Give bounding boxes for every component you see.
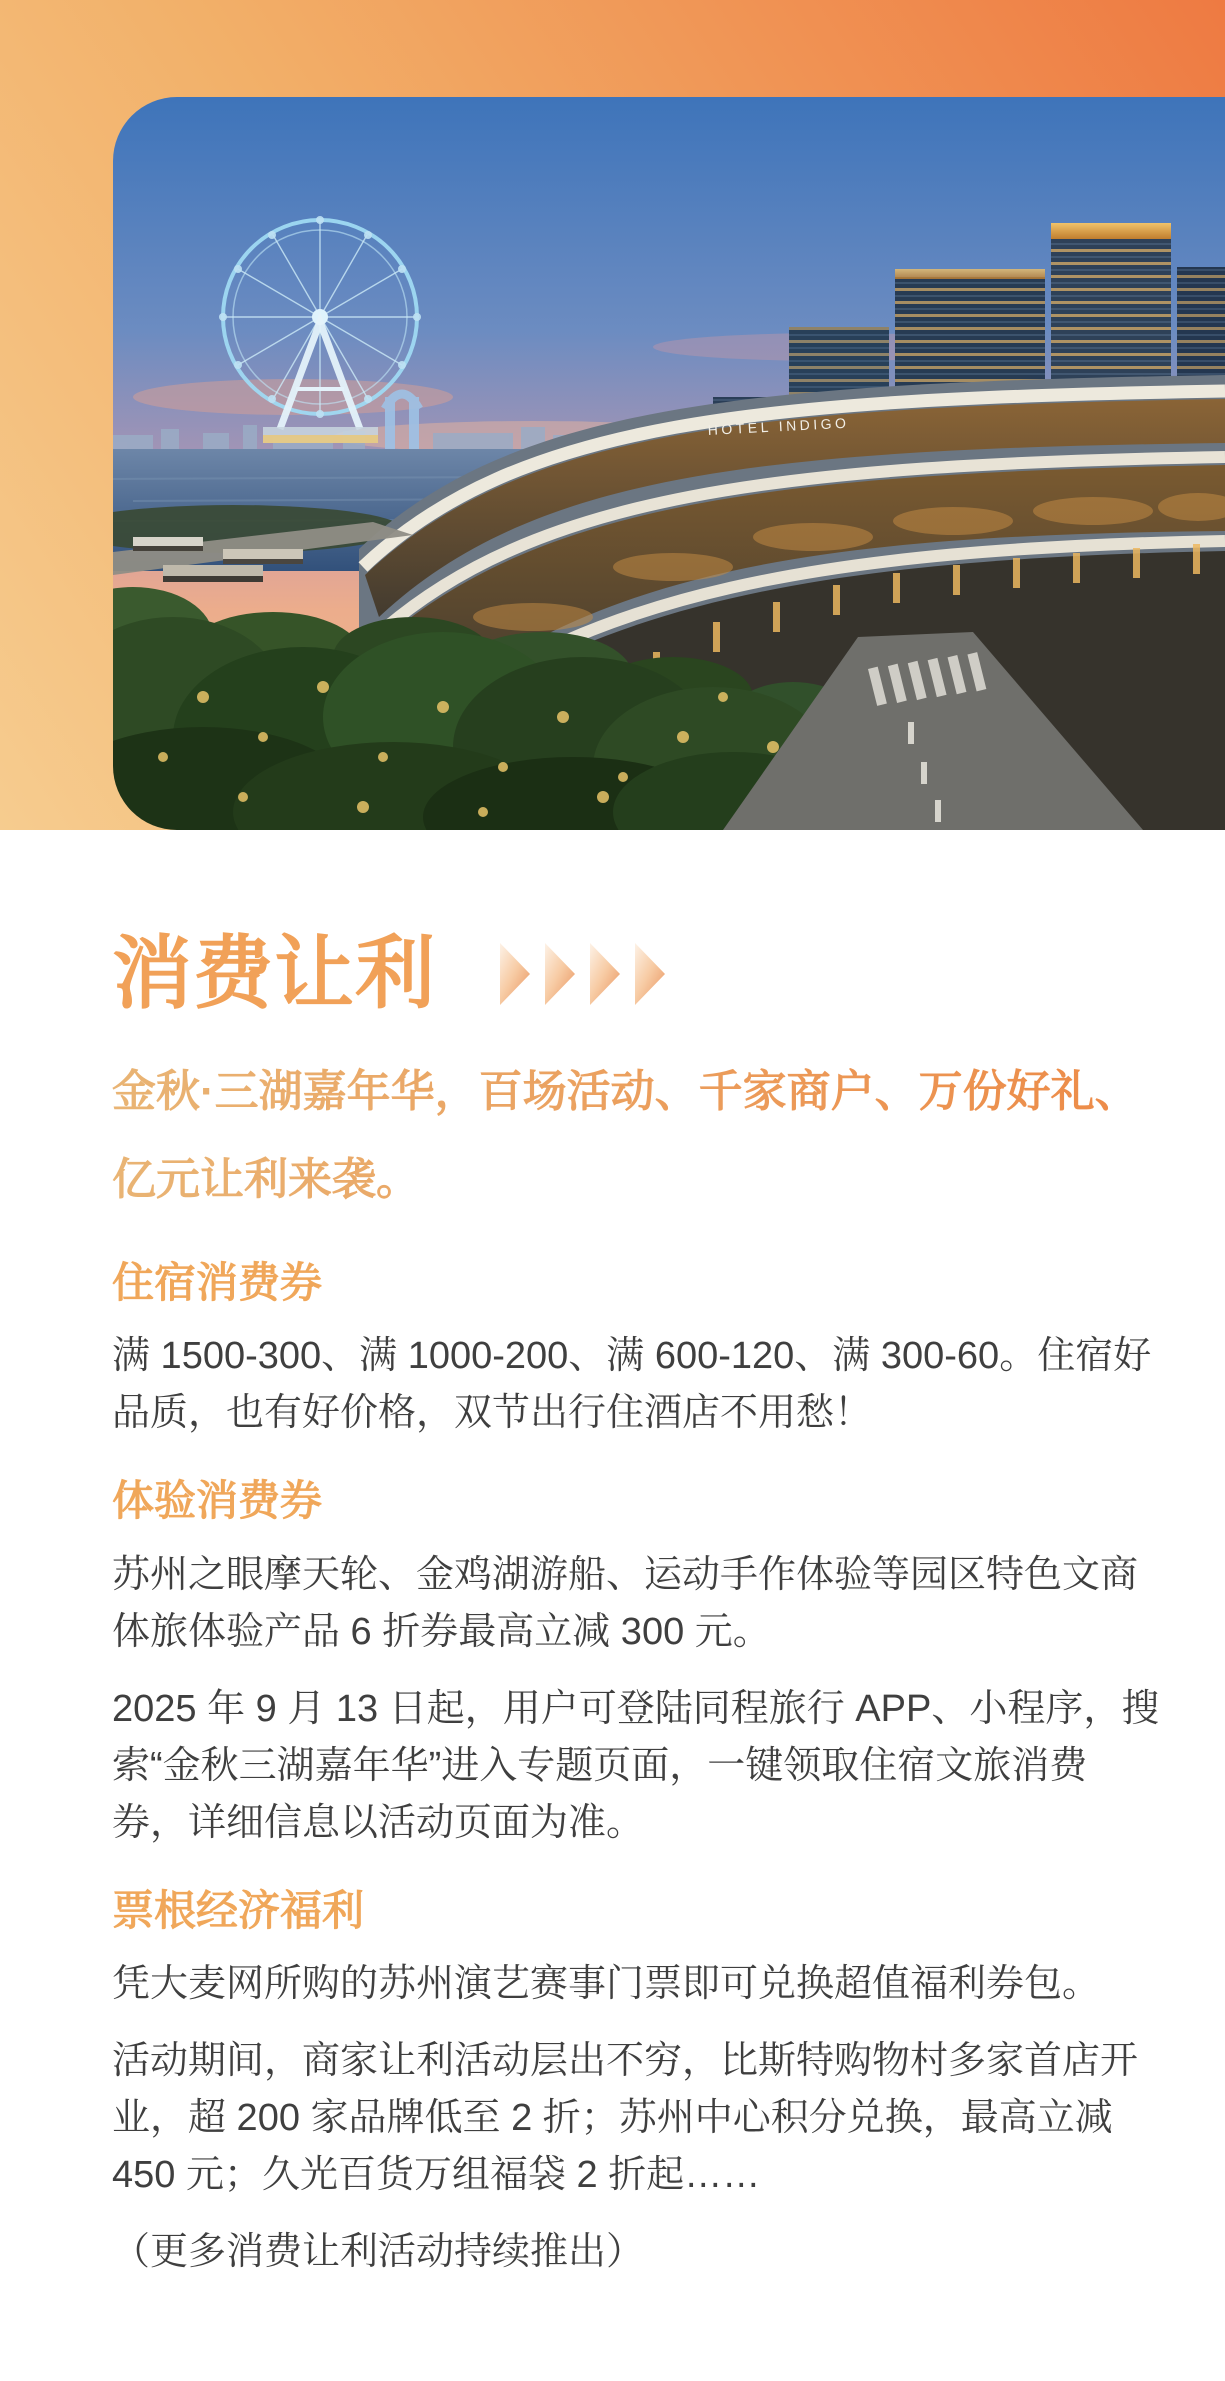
chevron-right-icon <box>635 943 665 1005</box>
paragraph: 苏州之眼摩天轮、金鸡湖游船、运动手作体验等园区特色文商体旅体验产品 6 折券最高立减 300 元。 <box>112 1553 1139 1653</box>
section-heading: 票根经济福利 <box>112 1886 365 1934</box>
intro-line: 金秋·三湖嘉年华，百场活动、千家商户、万份好礼、 <box>112 1048 1163 1136</box>
intro-text <box>112 1048 1163 1224</box>
section-lodging-coupons <box>112 1258 1163 1442</box>
section-ticket-stub-benefits <box>112 1886 1163 2281</box>
paragraph: 2025 年 9 月 13 日起，用户可登陆同程旅行 APP、小程序，搜索“金秋三湖嘉年华”进入专题页面，一键领取住宿文旅消费券，详细信息以活动页面为准。 <box>112 1687 1160 1844</box>
paragraph: 凭大麦网所购的苏州演艺赛事门票即可兑换超值福利券包。 <box>112 1963 1101 2006</box>
paragraph: （更多消费让利活动持续推出） <box>112 2231 645 2274</box>
page-title: 消费让利 <box>112 929 436 1018</box>
paragraph: 满 1500-300、满 1000-200、满 600-120、满 300-60。住宿好品质，也有好价格，双节出行住酒店不用愁！ <box>112 1335 1152 1435</box>
cityscape-photo-graphic <box>113 97 1225 830</box>
chevron-right-icon <box>545 943 575 1005</box>
cityscape-photo <box>113 97 1225 830</box>
chevron-right-icon <box>590 943 620 1005</box>
title-row <box>112 929 1163 1018</box>
arrow-decoration <box>500 943 665 1005</box>
article-body <box>0 830 1225 2281</box>
section-heading: 体验消费券 <box>112 1477 323 1525</box>
intro-line: 亿元让利来袭。 <box>112 1136 1163 1224</box>
hotel-indigo-sign: HOTEL INDIGO <box>707 414 850 438</box>
hero-banner <box>0 0 1225 830</box>
chevron-right-icon <box>500 943 530 1005</box>
section-heading: 住宿消费券 <box>112 1259 323 1306</box>
section-experience-coupons <box>112 1476 1163 1851</box>
paragraph: 活动期间，商家让利活动层出不穷，比斯特购物村多家首店开业，超 200 家品牌低至 2 折；苏州中心积分兑换，最高立减 450 元；久光百货万组福袋 2 折起…… <box>112 2040 1139 2197</box>
